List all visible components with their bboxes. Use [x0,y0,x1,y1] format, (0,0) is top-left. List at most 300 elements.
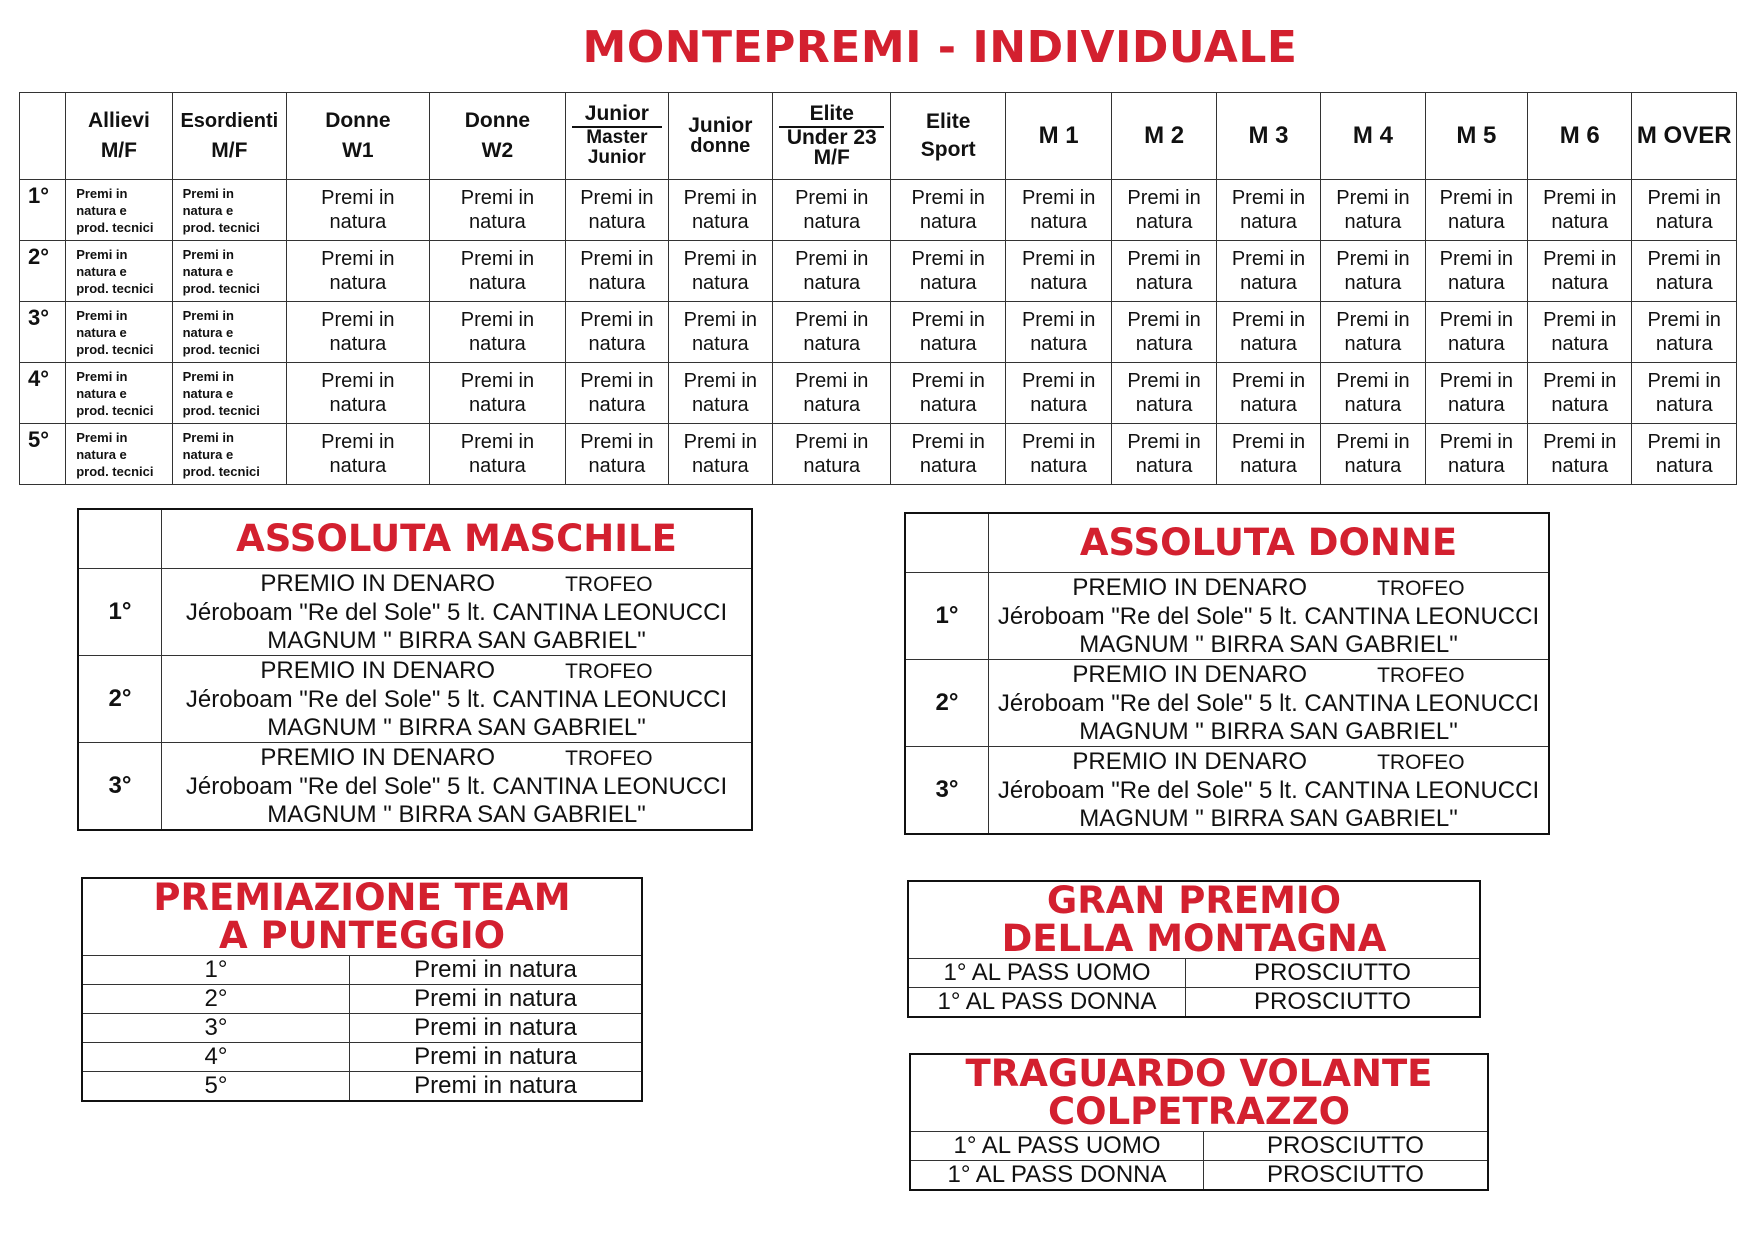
prize-text: natura e [76,446,127,462]
prize-text: prod. tecnici [182,280,260,296]
prize-text: natura [469,211,526,233]
prize-text: natura [1551,211,1609,233]
prize-text: Premi in [683,431,757,453]
prize-cell [1216,241,1320,302]
prize-text: natura [1551,394,1609,416]
prize-text: natura [1655,272,1713,294]
prize-cell [989,573,1550,660]
prize-text: Premi in [182,307,234,323]
prize-text: natura [1135,333,1193,355]
prize-cell [162,743,753,831]
position-label: 3° [20,302,66,363]
header-m5: M 5 [1425,93,1527,180]
trv-prize: PROSCIUTTO [1204,1132,1489,1161]
table-row [20,363,1737,424]
prize-text: natura [469,455,526,477]
prize-text: natura [1030,211,1087,233]
trophy-label: TROFEO [1377,750,1465,774]
prize-text: natura [1655,333,1713,355]
prize-text: natura [803,272,861,294]
prize-text: Premi in [1021,309,1096,331]
prize-cell [1005,424,1111,485]
prize-text: Premi in [1127,431,1201,453]
prize-cell [1216,424,1320,485]
prize-text: natura e [76,202,127,218]
prize-text: natura [1030,455,1087,477]
prize-text: Premi in [795,187,869,209]
prize-text: natura [329,211,387,233]
prize-text: natura [919,333,977,355]
trv-label: 1° AL PASS UOMO [910,1132,1204,1161]
prize-text: prod. tecnici [182,219,260,235]
prize-text: prod. tecnici [182,341,260,357]
prize-text: natura e [76,324,127,340]
team-place: 5° [82,1072,350,1102]
prize-text: Premi in [76,246,128,262]
prize-cell [162,656,753,743]
small-prize-cell [66,180,172,241]
place-label: 1° [78,569,162,656]
team-prize: Premi in natura [350,1043,643,1072]
prize-text: natura [1344,333,1402,355]
assoluta-donne-title: ASSOLUTA DONNE [989,513,1550,573]
header-m-over: M OVER [1632,93,1737,180]
prize-text: Premi in [460,431,535,453]
prize-cell [773,363,891,424]
prize-text: Premi in [795,370,869,392]
prize-beer: MAGNUM " BIRRA SAN GABRIEL" [1079,717,1458,745]
prize-text: natura [1655,455,1713,477]
header-m3: M 3 [1216,93,1320,180]
prize-text: natura [469,394,526,416]
small-prize-cell [172,302,286,363]
header-donne-w1: Donne W1 [287,93,430,180]
gpm-label: 1° AL PASS DONNA [908,988,1186,1018]
team-title: PREMIAZIONE TEAM A PUNTEGGIO [82,878,642,956]
header-allievi: Allievi M/F [66,93,172,180]
prize-cell [1112,302,1216,363]
table-row [82,1014,642,1043]
prize-cell [566,241,668,302]
prize-text: Premi in [1231,370,1306,392]
prize-text: Premi in [460,248,535,270]
traguardo-title: TRAGUARDO VOLANTE COLPETRAZZO [910,1054,1488,1132]
prize-row [78,656,752,743]
prize-text: Premi in [1647,309,1721,331]
prize-text: Premi in [321,248,395,270]
prize-cell [1425,180,1527,241]
prize-text: Premi in [1231,187,1306,209]
position-label: 2° [20,241,66,302]
prize-text: prod. tecnici [182,463,260,479]
place-label: 2° [78,656,162,743]
prize-cell [773,241,891,302]
prize-cell [989,660,1550,747]
prize-text: natura [919,211,977,233]
header-m6: M 6 [1528,93,1632,180]
table-row [910,1161,1488,1191]
assoluta-maschile-title: ASSOLUTA MASCHILE [162,509,753,569]
prize-text: Premi in [1543,248,1617,270]
prize-row [905,573,1549,660]
prize-text: Premi in [182,429,234,445]
team-prize-table [81,877,643,1102]
prize-text: natura [1655,211,1713,233]
prize-beer: MAGNUM " BIRRA SAN GABRIEL" [1079,804,1458,832]
header-junior-donne: Junior donne [668,93,772,180]
prize-money: PREMIO IN DENARO [260,656,496,684]
prize-text: natura [803,211,861,233]
prize-text: Premi in [1543,370,1617,392]
prize-text: natura e [182,446,234,462]
prize-cell [891,363,1005,424]
prize-cell [1425,302,1527,363]
prize-row [78,743,752,831]
prize-money: PREMIO IN DENARO [260,569,496,597]
team-prize: Premi in natura [350,1014,643,1043]
prize-text: Premi in [1231,248,1306,270]
assoluta-donne-table [904,512,1550,835]
prize-row [905,660,1549,747]
prize-text: natura [588,394,646,416]
prize-text: prod. tecnici [76,219,154,235]
team-place: 1° [82,956,350,985]
prize-text: natura [691,394,749,416]
prize-row [78,569,752,656]
prize-cell [162,569,753,656]
prize-cell [287,180,430,241]
prize-cell [668,302,772,363]
prize-text: natura [1135,394,1193,416]
prize-text: Premi in [1021,370,1096,392]
prize-cell [1425,424,1527,485]
prize-cell [1528,180,1632,241]
prize-cell [891,302,1005,363]
prize-text: Premi in [683,248,757,270]
prize-cell [1005,302,1111,363]
prize-text: Premi in [580,248,654,270]
prize-cell [1216,180,1320,241]
prize-wine: Jéroboam "Re del Sole" 5 lt. CANTINA LEONUCCI [185,772,728,800]
prize-text: natura [803,394,861,416]
prize-text: natura [329,333,387,355]
prize-text: natura e [182,324,234,340]
prize-text: natura [1344,394,1402,416]
prize-text: natura [1447,211,1505,233]
prize-wine: Jéroboam "Re del Sole" 5 lt. CANTINA LEONUCCI [185,598,728,626]
prize-text: natura [691,211,749,233]
prize-text: natura e [182,385,234,401]
prize-text: Premi in [1336,187,1410,209]
prize-cell [1321,424,1425,485]
prize-text: Premi in [1439,309,1513,331]
trophy-label: TROFEO [1377,663,1465,687]
prize-text: natura [469,333,526,355]
prize-text: natura [588,272,646,294]
table-row [20,424,1737,485]
prize-text: Premi in [795,248,869,270]
prize-text: natura [1135,455,1193,477]
prize-money: PREMIO IN DENARO [1072,747,1308,775]
prize-cell [1632,424,1737,485]
prize-cell [668,424,772,485]
prize-money: PREMIO IN DENARO [1072,660,1308,688]
prize-text: Premi in [460,309,535,331]
prize-text: Premi in [321,370,395,392]
prize-cell [429,363,566,424]
prize-text: Premi in [683,370,757,392]
prize-text: Premi in [76,185,128,201]
prize-text: natura [1030,333,1087,355]
prize-text: natura [919,394,977,416]
table-row [20,180,1737,241]
prize-text: natura [1447,455,1505,477]
traguardo-volante-table [909,1053,1489,1191]
prize-cell [287,363,430,424]
page-title: MONTEPREMI - INDIVIDUALE [582,22,1298,73]
position-label: 5° [20,424,66,485]
prize-text: Premi in [1647,370,1721,392]
prize-text: natura e [76,263,127,279]
prize-text: natura [588,455,646,477]
prize-cell [891,241,1005,302]
team-prize: Premi in natura [350,956,643,985]
header-m4: M 4 [1321,93,1425,180]
prize-text: prod. tecnici [76,280,154,296]
small-prize-cell [66,241,172,302]
prize-cell [566,363,668,424]
prize-text: Premi in [76,368,128,384]
prize-money: PREMIO IN DENARO [1072,573,1308,601]
prize-text: natura [469,272,526,294]
prize-text: natura [803,333,861,355]
prize-cell [1005,241,1111,302]
prize-cell [773,424,891,485]
trophy-label: TROFEO [565,746,653,770]
prize-cell [1528,302,1632,363]
gpm-label: 1° AL PASS UOMO [908,959,1186,988]
prize-text: Premi in [1021,431,1096,453]
prize-cell [429,302,566,363]
prize-text: natura [1447,394,1505,416]
prize-cell [1425,241,1527,302]
prize-text: Premi in [460,370,535,392]
prize-cell [429,424,566,485]
prize-text: Premi in [1439,187,1513,209]
prize-text: natura [691,455,749,477]
prize-cell [566,424,668,485]
small-prize-cell [172,363,286,424]
table-row [20,302,1737,363]
prize-text: natura [1240,211,1297,233]
prize-text: Premi in [1336,248,1410,270]
prize-text: Premi in [911,187,985,209]
prize-money: PREMIO IN DENARO [260,743,496,771]
prize-cell [1005,363,1111,424]
prize-text: Premi in [1127,370,1201,392]
prize-text: natura [1344,211,1402,233]
prize-text: natura [1240,333,1297,355]
prize-text: natura [1655,394,1713,416]
prize-wine: Jéroboam "Re del Sole" 5 lt. CANTINA LEONUCCI [185,685,728,713]
prize-text: Premi in [580,431,654,453]
prize-text: Premi in [1021,187,1096,209]
blank-cell [78,509,162,569]
prize-cell [1632,363,1737,424]
prize-text: Premi in [321,187,395,209]
small-prize-cell [66,424,172,485]
prize-text: natura [1551,272,1609,294]
prize-text: Premi in [1439,431,1513,453]
prize-cell [1321,180,1425,241]
prize-text: Premi in [1647,187,1721,209]
prize-text: Premi in [1647,248,1721,270]
prize-text: natura [1030,394,1087,416]
header-blank [20,93,66,180]
prize-cell [1321,241,1425,302]
trophy-label: TROFEO [565,572,653,596]
prize-cell [566,180,668,241]
header-m2: M 2 [1112,93,1216,180]
prize-text: Premi in [580,370,654,392]
prize-beer: MAGNUM " BIRRA SAN GABRIEL" [267,800,646,828]
prize-text: Premi in [182,368,234,384]
prize-cell [1112,180,1216,241]
prize-text: natura e [182,263,234,279]
prize-text: natura [691,333,749,355]
prize-text: Premi in [795,309,869,331]
prize-text: Premi in [1021,248,1096,270]
prize-text: natura [1240,455,1297,477]
prize-cell [1632,180,1737,241]
position-label: 1° [20,180,66,241]
prize-text: Premi in [1127,187,1201,209]
prize-text: Premi in [1127,309,1201,331]
prize-cell [566,302,668,363]
prize-text: prod. tecnici [182,402,260,418]
prize-text: Premi in [1647,431,1721,453]
prize-text: Premi in [795,431,869,453]
prize-cell [429,241,566,302]
prize-cell [1528,363,1632,424]
place-label: 3° [905,747,989,835]
prize-wine: Jéroboam "Re del Sole" 5 lt. CANTINA LEONUCCI [997,689,1540,717]
trophy-label: TROFEO [565,659,653,683]
prize-text: natura [919,272,977,294]
table-row [908,959,1480,988]
prize-beer: MAGNUM " BIRRA SAN GABRIEL" [267,713,646,741]
team-prize: Premi in natura [350,1072,643,1102]
prize-text: Premi in [1543,187,1617,209]
prize-text: natura [1551,455,1609,477]
prize-text: natura [1135,211,1193,233]
prize-cell [773,180,891,241]
table-row [82,1043,642,1072]
prize-cell [1425,363,1527,424]
prize-text: Premi in [683,309,757,331]
trv-label: 1° AL PASS DONNA [910,1161,1204,1191]
place-label: 2° [905,660,989,747]
prize-cell [1112,363,1216,424]
header-elite-u23: Elite Under 23 M/F [773,93,891,180]
prize-row [905,747,1549,835]
prize-text: Premi in [1439,248,1513,270]
prize-text: natura [919,455,977,477]
prize-text: natura [1344,455,1402,477]
prize-text: natura [1344,272,1402,294]
prize-text: natura [1030,272,1087,294]
prize-text: natura [329,455,387,477]
prize-cell [668,241,772,302]
table-row [82,1072,642,1102]
table-row [82,985,642,1014]
prize-text: Premi in [1336,370,1410,392]
prize-text: Premi in [182,246,234,262]
prize-text: natura [691,272,749,294]
prize-text: Premi in [580,187,654,209]
prize-cell [891,180,1005,241]
prize-cell [773,302,891,363]
prize-text: Premi in [1231,309,1306,331]
assoluta-maschile-table [77,508,753,831]
prize-text: Premi in [1231,431,1306,453]
prize-text: Premi in [911,370,985,392]
team-prize: Premi in natura [350,985,643,1014]
prize-cell [1528,424,1632,485]
header-elite-sport: Elite Sport [891,93,1005,180]
prize-text: Premi in [911,248,985,270]
prize-text: Premi in [1439,370,1513,392]
prize-text: Premi in [76,307,128,323]
prize-text: Premi in [1336,309,1410,331]
prize-wine: Jéroboam "Re del Sole" 5 lt. CANTINA LEONUCCI [997,776,1540,804]
prize-text: natura [1240,272,1297,294]
prize-text: Premi in [460,187,535,209]
small-prize-cell [172,424,286,485]
small-prize-cell [66,302,172,363]
gpm-prize: PROSCIUTTO [1186,959,1481,988]
header-donne-w2: Donne W2 [429,93,566,180]
prize-text: Premi in [1127,248,1201,270]
prize-text: Premi in [1543,309,1617,331]
prize-cell [1632,241,1737,302]
prize-text: natura [1447,333,1505,355]
place-label: 1° [905,573,989,660]
prize-cell [891,424,1005,485]
individual-prize-table [19,92,1737,485]
prize-cell [1112,424,1216,485]
prize-text: Premi in [321,431,395,453]
header-m1: M 1 [1005,93,1111,180]
prize-cell [668,363,772,424]
header-junior-master: Junior Master Junior [566,93,668,180]
header-esordienti: Esordienti M/F [172,93,286,180]
prize-text: natura [588,211,646,233]
prize-cell [287,424,430,485]
prize-text: prod. tecnici [76,463,154,479]
team-place: 4° [82,1043,350,1072]
prize-cell [1216,363,1320,424]
trophy-label: TROFEO [1377,576,1465,600]
small-prize-cell [172,241,286,302]
table-row [910,1132,1488,1161]
prize-cell [429,180,566,241]
prize-text: natura [1551,333,1609,355]
prize-text: natura [803,455,861,477]
table-row [82,956,642,985]
small-prize-cell [172,180,286,241]
prize-text: Premi in [580,309,654,331]
